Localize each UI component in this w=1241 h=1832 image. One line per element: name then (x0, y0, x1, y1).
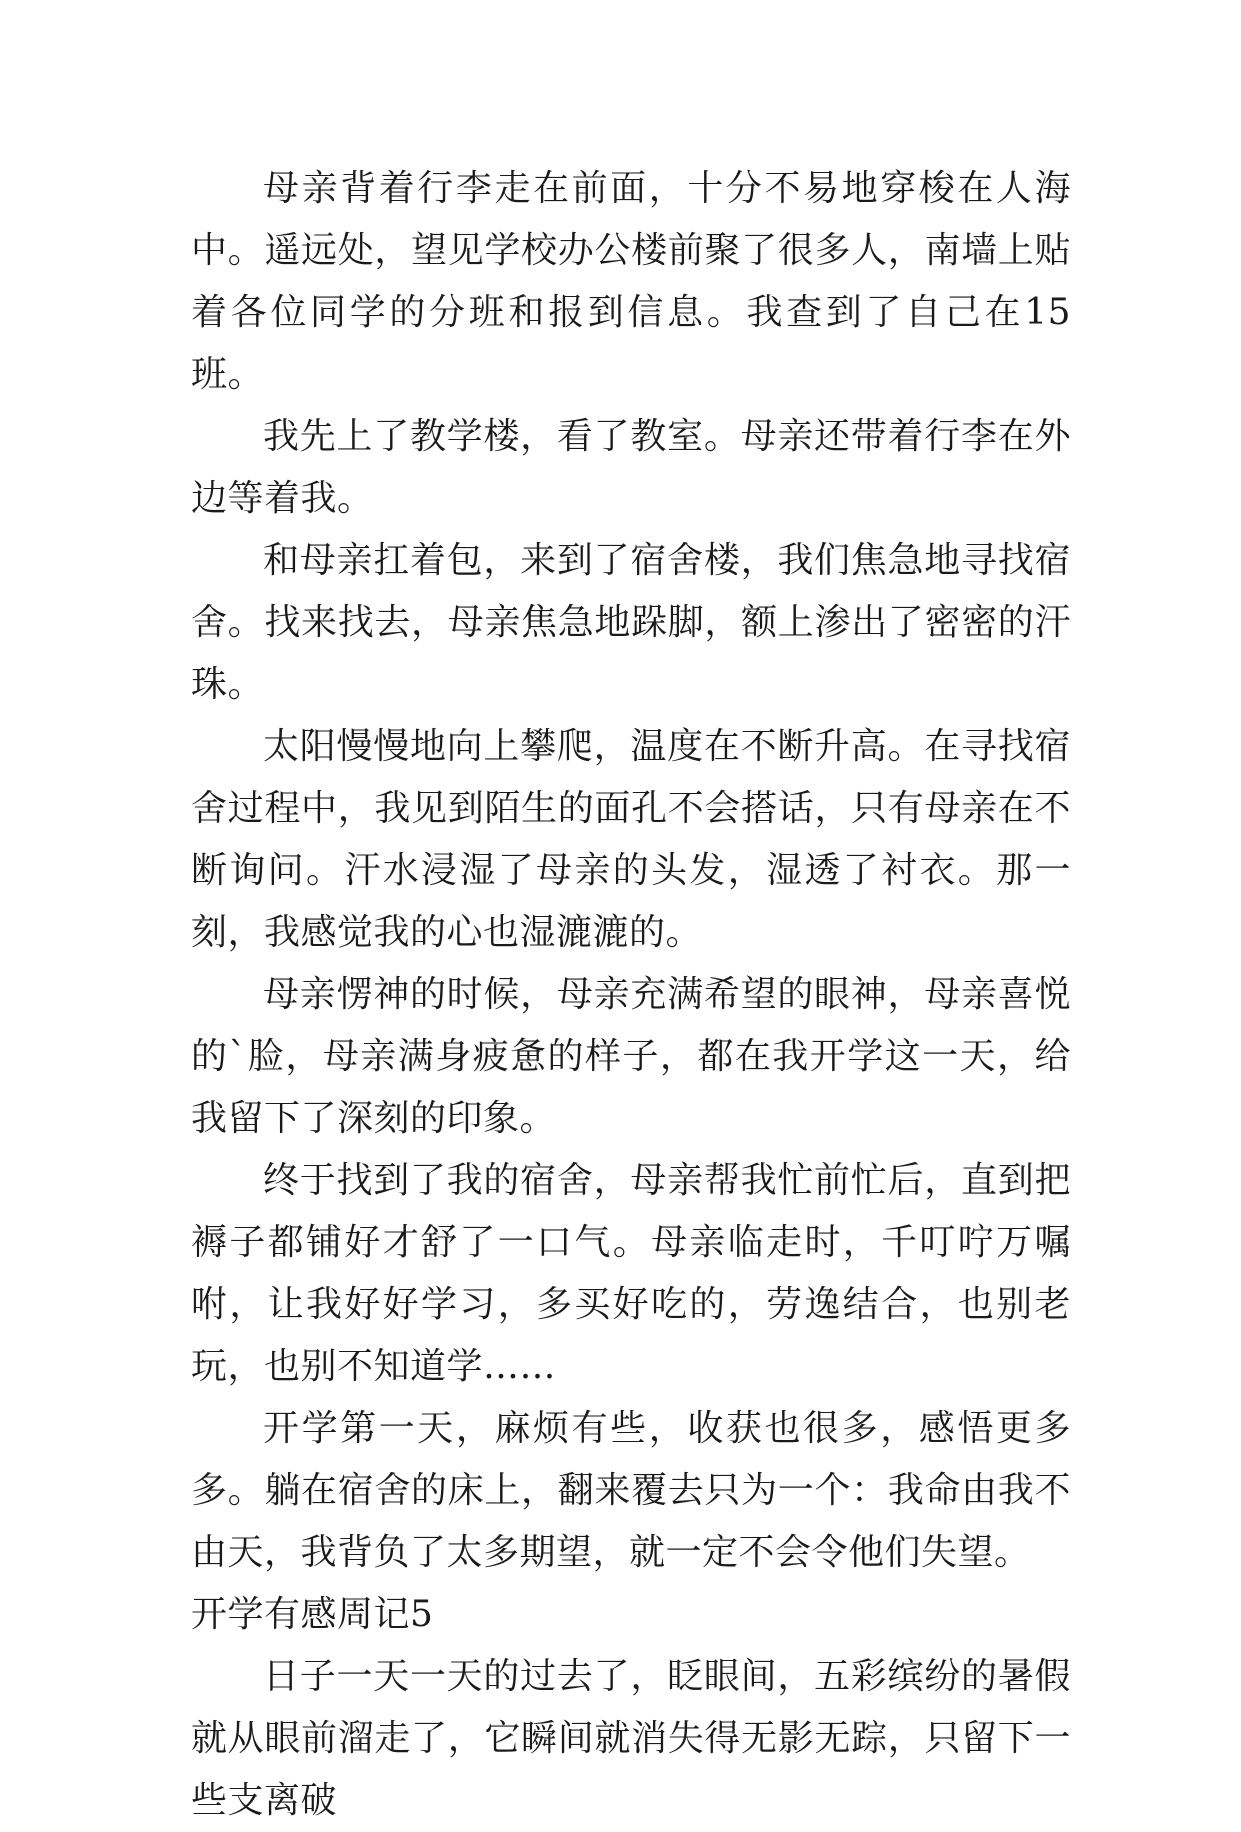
paragraph-2: 我先上了教学楼，看了教室。母亲还带着行李在外边等着我。 (191, 416, 1071, 519)
document-body (191, 158, 1071, 1832)
paragraph-5: 母亲愣神的时候，母亲充满希望的眼神，母亲喜悦的`脸，母亲满身疲惫的样子，都在我开学这一天，给我留下了深刻的印象。 (191, 974, 1071, 1139)
paragraph-3: 和母亲扛着包，来到了宿舍楼，我们焦急地寻找宿舍。找来找去，母亲焦急地跺脚，额上渗出了密密的汗珠。 (191, 540, 1071, 705)
section-heading: 开学有感周记5 (191, 1594, 434, 1635)
paragraph-7: 开学第一天，麻烦有些，收获也很多，感悟更多多。躺在宿舍的床上，翻来覆去只为一个：我命由我不由天，我背负了太多期望，就一定不会令他们失望。 (191, 1408, 1071, 1573)
paragraph-8: 日子一天一天的过去了，眨眼间，五彩缤纷的暑假就从眼前溜走了，它瞬间就消失得无影无踪，只留下一些支离破 (191, 1656, 1071, 1821)
paragraph-1: 母亲背着行李走在前面，十分不易地穿梭在人海中。遥远处，望见学校办公楼前聚了很多人，南墙上贴着各位同学的分班和报到信息。我查到了自己在15班。 (191, 168, 1071, 395)
paragraph-4: 太阳慢慢地向上攀爬，温度在不断升高。在寻找宿舍过程中，我见到陌生的面孔不会搭话，只有母亲在不断询问。汗水浸湿了母亲的头发，湿透了衬衣。那一刻，我感觉我的心也湿漉漉的。 (191, 726, 1071, 953)
paragraph-6: 终于找到了我的宿舍，母亲帮我忙前忙后，直到把褥子都铺好才舒了一口气。母亲临走时，千叮咛万嘱咐，让我好好学习，多买好吃的，劳逸结合，也别老玩，也别不知道学…… (191, 1160, 1071, 1387)
